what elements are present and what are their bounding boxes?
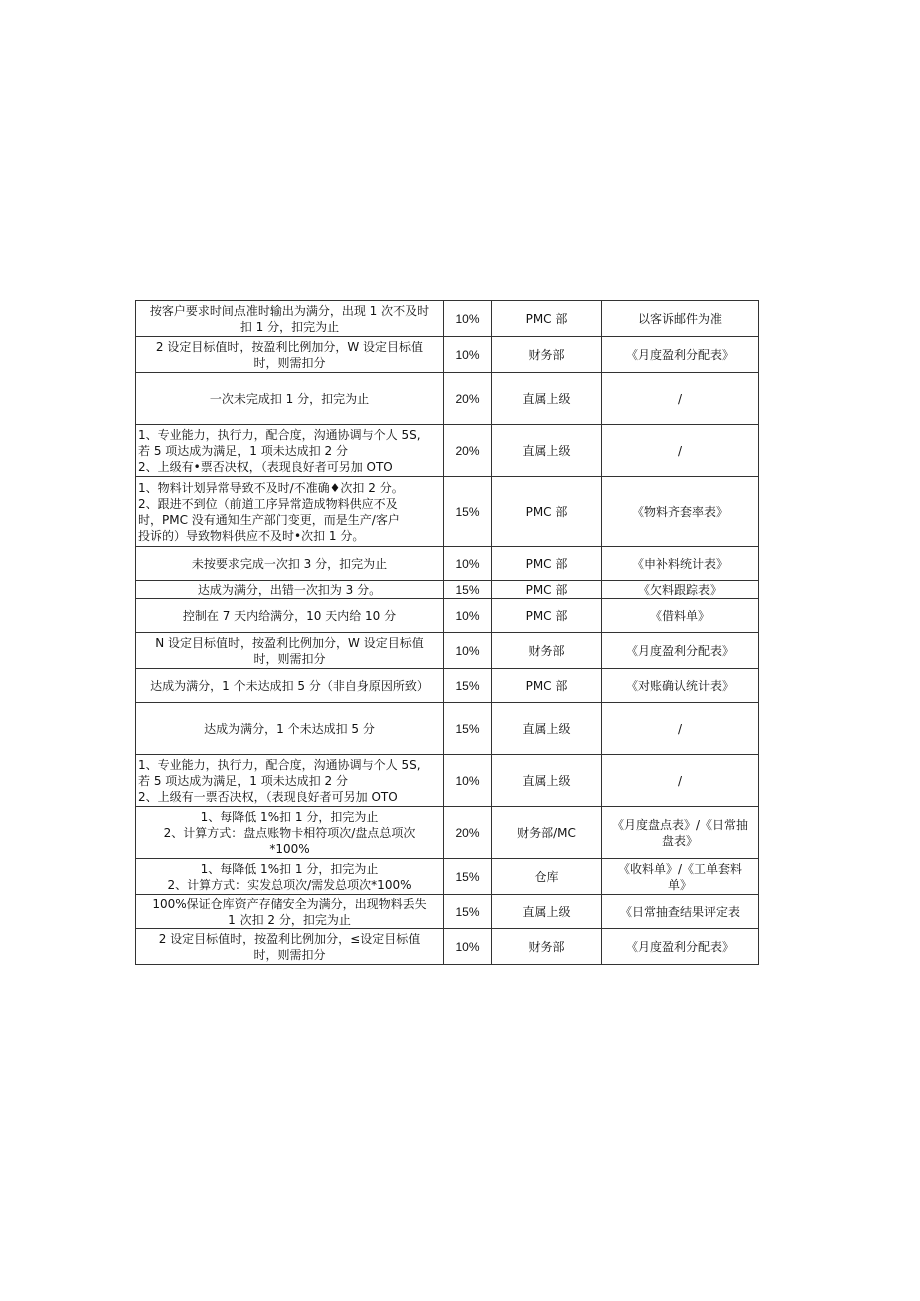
weight-cell: 15%	[444, 703, 492, 755]
department-cell: 直属上级	[492, 425, 602, 477]
kpi-table	[135, 300, 759, 965]
criteria-line: 2 设定目标值时，按盈利比例加分，≤设定目标值	[158, 931, 421, 946]
source-cell: /	[602, 703, 759, 755]
criteria-line: 达成为满分，1 个未达成扣 5 分	[204, 721, 375, 736]
criteria-line: N 设定目标值时，按盈利比例加分，W 设定目标值	[155, 635, 424, 650]
source-cell: /	[602, 425, 759, 477]
weight-cell: 15%	[444, 477, 492, 547]
criteria-line: 达成为满分，1 个未达成扣 5 分（非自身原因所致）	[150, 678, 429, 693]
criteria-line: 1 次扣 2 分，扣完为止	[228, 912, 351, 927]
table-row	[136, 425, 759, 477]
criteria-cell	[136, 633, 444, 669]
criteria-line: 一次未完成扣 1 分，扣完为止	[209, 391, 370, 406]
criteria-line: 2、上级有•票否决权，（表现良好者可另加 OTO	[138, 459, 393, 474]
criteria-cell	[136, 373, 444, 425]
criteria-line: 若 5 项达成为满足，1 项未达成扣 2 分	[138, 443, 348, 458]
source-line: 单》	[667, 877, 692, 892]
weight-cell: 10%	[444, 301, 492, 337]
source-cell: 《月度盈利分配表》	[602, 337, 759, 373]
table-row	[136, 859, 759, 895]
source-line: 《日常抽查结果评定表	[619, 904, 740, 919]
criteria-cell	[136, 337, 444, 373]
source-cell	[602, 929, 759, 965]
weight-cell: 15%	[444, 859, 492, 895]
weight-cell: 20%	[444, 807, 492, 859]
criteria-cell	[136, 895, 444, 929]
table-row	[136, 755, 759, 807]
criteria-cell	[136, 703, 444, 755]
source-cell: 《申补料统计表》	[602, 547, 759, 581]
source-cell: 《借料单》	[602, 599, 759, 633]
weight-cell: 10%	[444, 633, 492, 669]
criteria-line: 扣 1 分，扣完为止	[239, 319, 340, 334]
source-cell: /	[602, 373, 759, 425]
criteria-line: 2、上级有一票否决权，（表现良好者可另加 OTO	[138, 789, 398, 804]
source-cell: /	[602, 755, 759, 807]
department-cell: 财务部	[492, 337, 602, 373]
criteria-line: *100%	[269, 841, 310, 856]
table-row	[136, 929, 759, 965]
department-cell: 财务部	[492, 633, 602, 669]
weight-cell: 20%	[444, 425, 492, 477]
department-cell: PMC 部	[492, 547, 602, 581]
source-cell: 《欠料跟踪表》	[602, 581, 759, 599]
criteria-line: 2、计算方式：盘点账物卡相符项次/盘点总项次	[163, 825, 416, 840]
criteria-line: 1、每降低 1%扣 1 分，扣完为止	[200, 809, 379, 824]
criteria-cell	[136, 669, 444, 703]
criteria-line: 时，则需扣分	[253, 947, 326, 962]
criteria-cell	[136, 859, 444, 895]
source-line: 《月度盈利分配表》	[625, 939, 734, 954]
criteria-line: 若 5 项达成为满足，1 项未达成扣 2 分	[138, 773, 348, 788]
table-row	[136, 337, 759, 373]
criteria-cell	[136, 581, 444, 599]
table-row	[136, 301, 759, 337]
table-row	[136, 807, 759, 859]
criteria-cell	[136, 301, 444, 337]
criteria-line: 时，PMC 没有通知生产部门变更，而是生产/客户	[138, 512, 400, 527]
criteria-line: 未按要求完成一次扣 3 分，扣完为止	[191, 556, 388, 571]
department-cell: PMC 部	[492, 669, 602, 703]
criteria-cell	[136, 425, 444, 477]
criteria-line: 时，则需扣分	[253, 651, 326, 666]
source-line: 盘表》	[661, 833, 698, 848]
criteria-line: 达成为满分，出错一次扣为 3 分。	[197, 582, 382, 597]
source-line: 《收料单》/《工单套料	[617, 861, 743, 876]
source-line: 《月度盘点表》/《日常抽	[611, 817, 749, 832]
criteria-line: 2、计算方式：实发总项次/需发总项次*100%	[167, 877, 412, 892]
criteria-line: 控制在 7 天内给满分，10 天内给 10 分	[182, 608, 397, 623]
department-cell: 财务部/MC	[492, 807, 602, 859]
department-cell: PMC 部	[492, 477, 602, 547]
criteria-cell	[136, 755, 444, 807]
criteria-line: 时，则需扣分	[253, 355, 326, 370]
criteria-line: 按客户要求时间点准时输出为满分，出现 1 次不及时	[149, 303, 430, 318]
source-cell	[602, 895, 759, 929]
source-cell: 《月度盈利分配表》	[602, 633, 759, 669]
criteria-cell	[136, 599, 444, 633]
table-row	[136, 581, 759, 599]
weight-cell: 15%	[444, 669, 492, 703]
department-cell: 直属上级	[492, 895, 602, 929]
table-row	[136, 633, 759, 669]
source-cell	[602, 807, 759, 859]
source-cell: 以客诉邮件为准	[602, 301, 759, 337]
weight-cell: 10%	[444, 337, 492, 373]
table-row	[136, 669, 759, 703]
criteria-line: 1、物料计划异常导致不及时/不准确♦次扣 2 分。	[138, 480, 404, 495]
criteria-cell	[136, 807, 444, 859]
table-row	[136, 895, 759, 929]
source-cell: 《对账确认统计表》	[602, 669, 759, 703]
department-cell: PMC 部	[492, 581, 602, 599]
criteria-line: 2、跟进不到位（前道工序异常造成物料供应不及	[138, 496, 398, 511]
criteria-line: 1、专业能力，执行力，配合度，沟通协调与个人 5S,	[138, 757, 421, 772]
source-cell: 《物料齐套率表》	[602, 477, 759, 547]
weight-cell: 10%	[444, 599, 492, 633]
department-cell: 直属上级	[492, 755, 602, 807]
source-cell	[602, 859, 759, 895]
table-row	[136, 599, 759, 633]
criteria-cell	[136, 547, 444, 581]
criteria-line: 100%保证仓库资产存储安全为满分，出现物料丢失	[152, 896, 427, 911]
criteria-line: 2 设定目标值时，按盈利比例加分，W 设定目标值	[155, 339, 424, 354]
department-cell: 直属上级	[492, 373, 602, 425]
criteria-line: 1、每降低 1%扣 1 分，扣完为止	[200, 861, 379, 876]
weight-cell: 10%	[444, 755, 492, 807]
criteria-cell	[136, 929, 444, 965]
department-cell: PMC 部	[492, 301, 602, 337]
table-row	[136, 373, 759, 425]
weight-cell: 10%	[444, 547, 492, 581]
kpi-table-body	[136, 301, 759, 965]
weight-cell: 15%	[444, 581, 492, 599]
criteria-line: 1、专业能力，执行力，配合度，沟通协调与个人 5S,	[138, 427, 421, 442]
table-row	[136, 703, 759, 755]
department-cell: 财务部	[492, 929, 602, 965]
weight-cell: 20%	[444, 373, 492, 425]
table-row	[136, 547, 759, 581]
criteria-line: 投诉的）导致物料供应不及时•次扣 1 分。	[138, 528, 365, 543]
criteria-cell	[136, 477, 444, 547]
table-row	[136, 477, 759, 547]
department-cell: 直属上级	[492, 703, 602, 755]
weight-cell: 10%	[444, 929, 492, 965]
department-cell: PMC 部	[492, 599, 602, 633]
department-cell: 仓库	[492, 859, 602, 895]
weight-cell: 15%	[444, 895, 492, 929]
